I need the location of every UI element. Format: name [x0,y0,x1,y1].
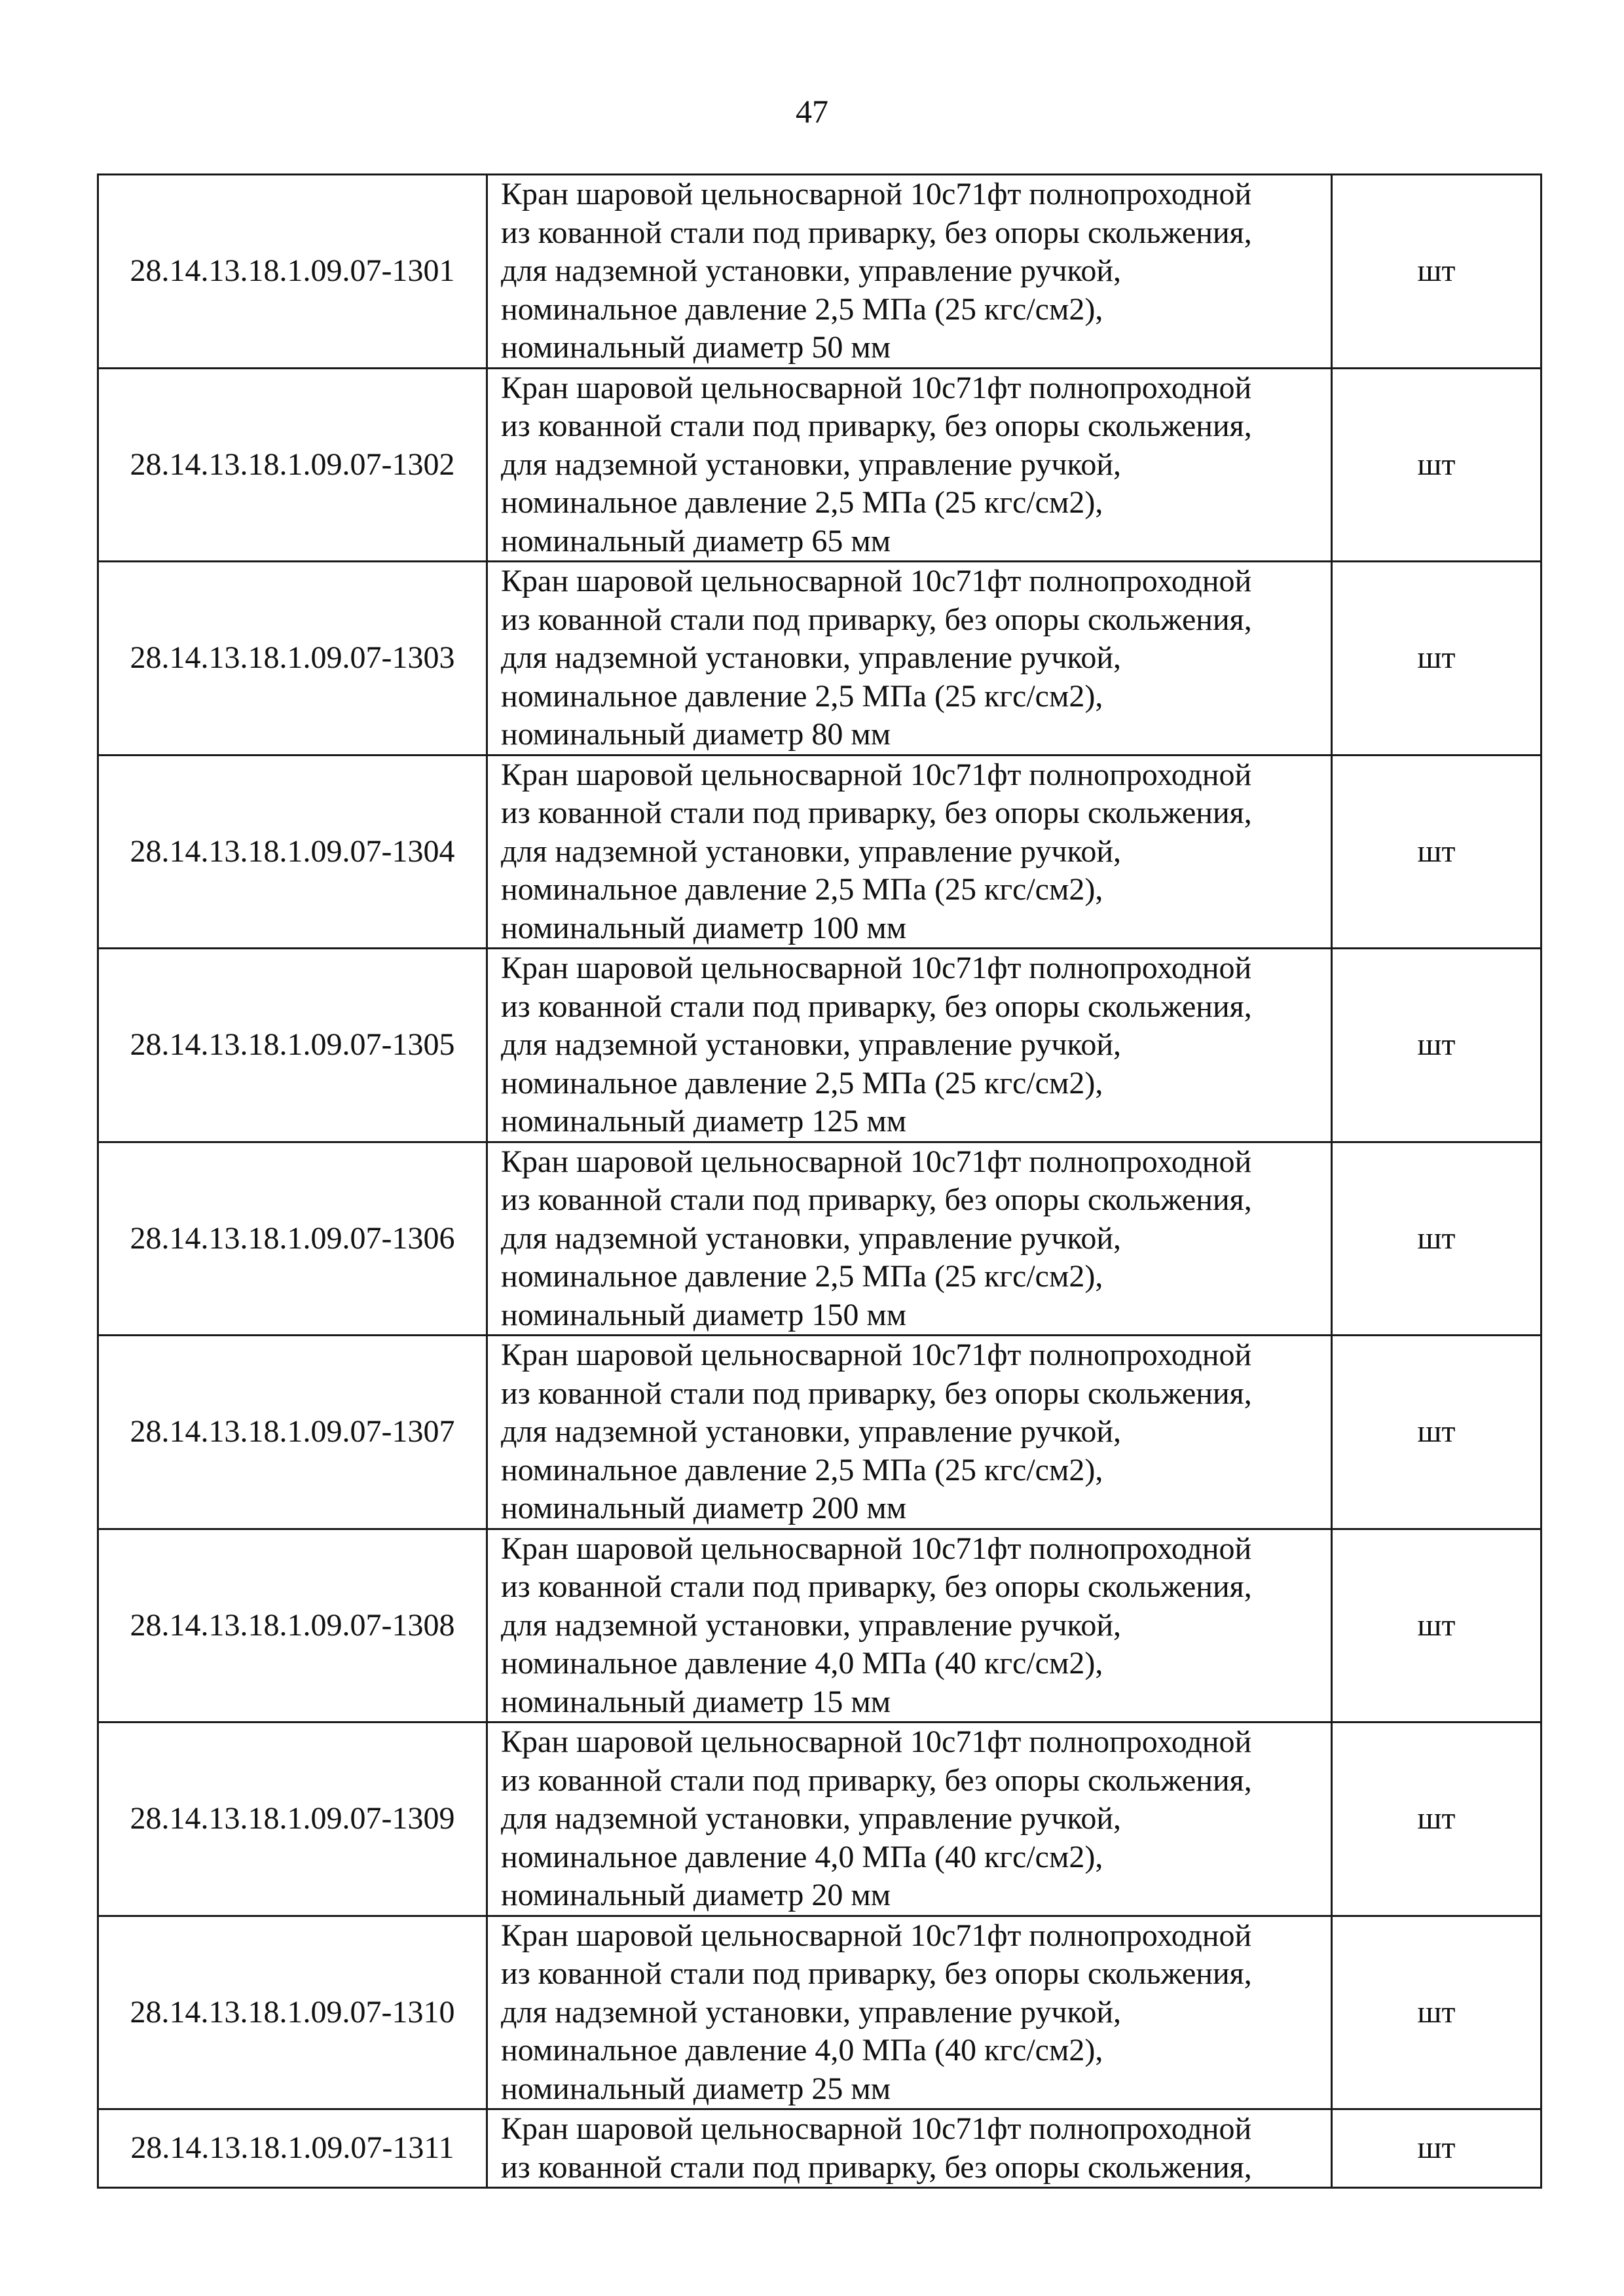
description-line: Кран шаровой цельносварной 10с71фт полнопроходной [501,564,1252,598]
resource-description [487,368,1332,562]
resource-description [487,2109,1332,2188]
resource-code: 28.14.13.18.1.09.07-1307 [98,1336,487,1529]
description-line: номинальное давление 2,5 МПа (25 кгс/см2), [501,1065,1103,1101]
unit-of-measure: шт [1332,949,1541,1142]
description-line: номинальный диаметр 20 мм [501,1878,891,1912]
description-line: Кран шаровой цельносварной 10с71фт полнопроходной [501,757,1252,792]
table-body [98,175,1541,2188]
description-line: Кран шаровой цельносварной 10с71фт полнопроходной [501,1144,1252,1179]
description-line: для надземной установки, управление ручкой, [501,253,1122,288]
resource-description [487,175,1332,369]
description-line: Кран шаровой цельносварной 10с71фт полнопроходной [501,1338,1252,1372]
table-row [98,175,1541,369]
resource-description [487,949,1332,1142]
description-line: для надземной установки, управление ручкой, [501,1414,1122,1449]
resource-code: 28.14.13.18.1.09.07-1301 [98,175,487,369]
description-line: из кованной стали под приварку, без опоры скольжения, [501,215,1252,250]
description-line: номинальный диаметр 65 мм [501,523,891,558]
description-line: из кованной стали под приварку, без опоры скольжения, [501,409,1252,443]
unit-of-measure: шт [1332,175,1541,369]
unit-of-measure: шт [1332,755,1541,949]
description-line: для надземной установки, управление ручкой, [501,1027,1122,1062]
description-line: номинальный диаметр 100 мм [501,910,907,945]
description-line: номинальное давление 2,5 МПа (25 кгс/см2), [501,872,1103,907]
specification-table [97,173,1542,2189]
resource-description [487,1336,1332,1529]
unit-of-measure: шт [1332,1916,1541,2109]
description-line: из кованной стали под приварку, без опоры скольжения, [501,1762,1252,1798]
resource-code: 28.14.13.18.1.09.07-1308 [98,1529,487,1722]
description-line: из кованной стали под приварку, без опоры скольжения, [501,1376,1252,1411]
resource-code: 28.14.13.18.1.09.07-1302 [98,368,487,562]
table-row [98,1722,1541,1916]
resource-code: 28.14.13.18.1.09.07-1304 [98,755,487,949]
description-line: номинальное давление 2,5 МПа (25 кгс/см2), [501,1452,1103,1487]
resource-description [487,1529,1332,1722]
table-row [98,949,1541,1142]
description-line: номинальное давление 2,5 МПа (25 кгс/см2), [501,1259,1103,1294]
description-line: для надземной установки, управление ручкой, [501,833,1122,869]
resource-description [487,1142,1332,1336]
description-line: из кованной стали под приварку, без опоры скольжения, [501,1956,1252,1991]
table-row [98,1916,1541,2109]
description-line: номинальный диаметр 200 мм [501,1491,907,1525]
unit-of-measure: шт [1332,1722,1541,1916]
description-line: Кран шаровой цельносварной 10с71фт полнопроходной [501,370,1252,405]
description-line: из кованной стали под приварку, без опоры скольжения, [501,989,1252,1024]
description-line: номинальное давление 2,5 МПа (25 кгс/см2), [501,678,1103,714]
description-line: для надземной установки, управление ручкой, [501,1801,1122,1836]
description-line: Кран шаровой цельносварной 10с71фт полнопроходной [501,1724,1252,1759]
description-line: номинальное давление 2,5 МПа (25 кгс/см2), [501,291,1103,327]
unit-of-measure: шт [1332,2109,1541,2188]
description-line: из кованной стали под приварку, без опоры скольжения, [501,1182,1252,1217]
resource-description [487,755,1332,949]
resource-code: 28.14.13.18.1.09.07-1309 [98,1722,487,1916]
description-line: из кованной стали под приварку, без опоры скольжения, [501,1569,1252,1604]
description-line: для надземной установки, управление ручкой, [501,1220,1122,1256]
table-row [98,368,1541,562]
resource-description [487,1722,1332,1916]
description-line: номинальный диаметр 150 мм [501,1297,907,1332]
description-line: для надземной установки, управление ручкой, [501,1607,1122,1643]
resource-description [487,562,1332,756]
description-line: номинальное давление 4,0 МПа (40 кгс/см2), [501,1646,1103,1681]
unit-of-measure: шт [1332,1529,1541,1722]
description-line: номинальное давление 4,0 МПа (40 кгс/см2), [501,2033,1103,2068]
description-line: Кран шаровой цельносварной 10с71фт полнопроходной [501,2111,1252,2146]
table-row [98,562,1541,756]
unit-of-measure: шт [1332,1142,1541,1336]
description-line: номинальный диаметр 125 мм [501,1104,907,1139]
description-line: из кованной стали под приварку, без опоры скольжения, [501,2149,1252,2185]
description-line: номинальное давление 4,0 МПа (40 кгс/см2), [501,1839,1103,1874]
description-line: из кованной стали под приварку, без опоры скольжения, [501,795,1252,830]
description-line: номинальный диаметр 15 мм [501,1684,891,1719]
description-line: номинальное давление 2,5 МПа (25 кгс/см2), [501,485,1103,520]
description-line: номинальный диаметр 25 мм [501,2071,891,2106]
table-row [98,1529,1541,1722]
resource-description [487,1916,1332,2109]
description-line: Кран шаровой цельносварной 10с71фт полнопроходной [501,1531,1252,1566]
unit-of-measure: шт [1332,1336,1541,1529]
description-line: для надземной установки, управление ручкой, [501,446,1122,482]
resource-code: 28.14.13.18.1.09.07-1311 [98,2109,487,2188]
description-line: номинальный диаметр 80 мм [501,717,891,752]
table-row [98,755,1541,949]
unit-of-measure: шт [1332,562,1541,756]
resource-code: 28.14.13.18.1.09.07-1310 [98,1916,487,2109]
description-line: Кран шаровой цельносварной 10с71фт полнопроходной [501,951,1252,985]
description-line: для надземной установки, управление ручкой, [501,640,1122,675]
resource-code: 28.14.13.18.1.09.07-1306 [98,1142,487,1336]
table-row [98,1336,1541,1529]
unit-of-measure: шт [1332,368,1541,562]
table-row [98,2109,1541,2188]
description-line: Кран шаровой цельносварной 10с71фт полнопроходной [501,177,1252,211]
description-line: номинальный диаметр 50 мм [501,330,891,365]
table-row [98,1142,1541,1336]
page-number: 47 [796,93,828,130]
description-line: для надземной установки, управление ручкой, [501,1994,1122,2030]
resource-code: 28.14.13.18.1.09.07-1303 [98,562,487,756]
resource-code: 28.14.13.18.1.09.07-1305 [98,949,487,1142]
description-line: из кованной стали под приварку, без опоры скольжения, [501,602,1252,637]
description-line: Кран шаровой цельносварной 10с71фт полнопроходной [501,1918,1252,1953]
